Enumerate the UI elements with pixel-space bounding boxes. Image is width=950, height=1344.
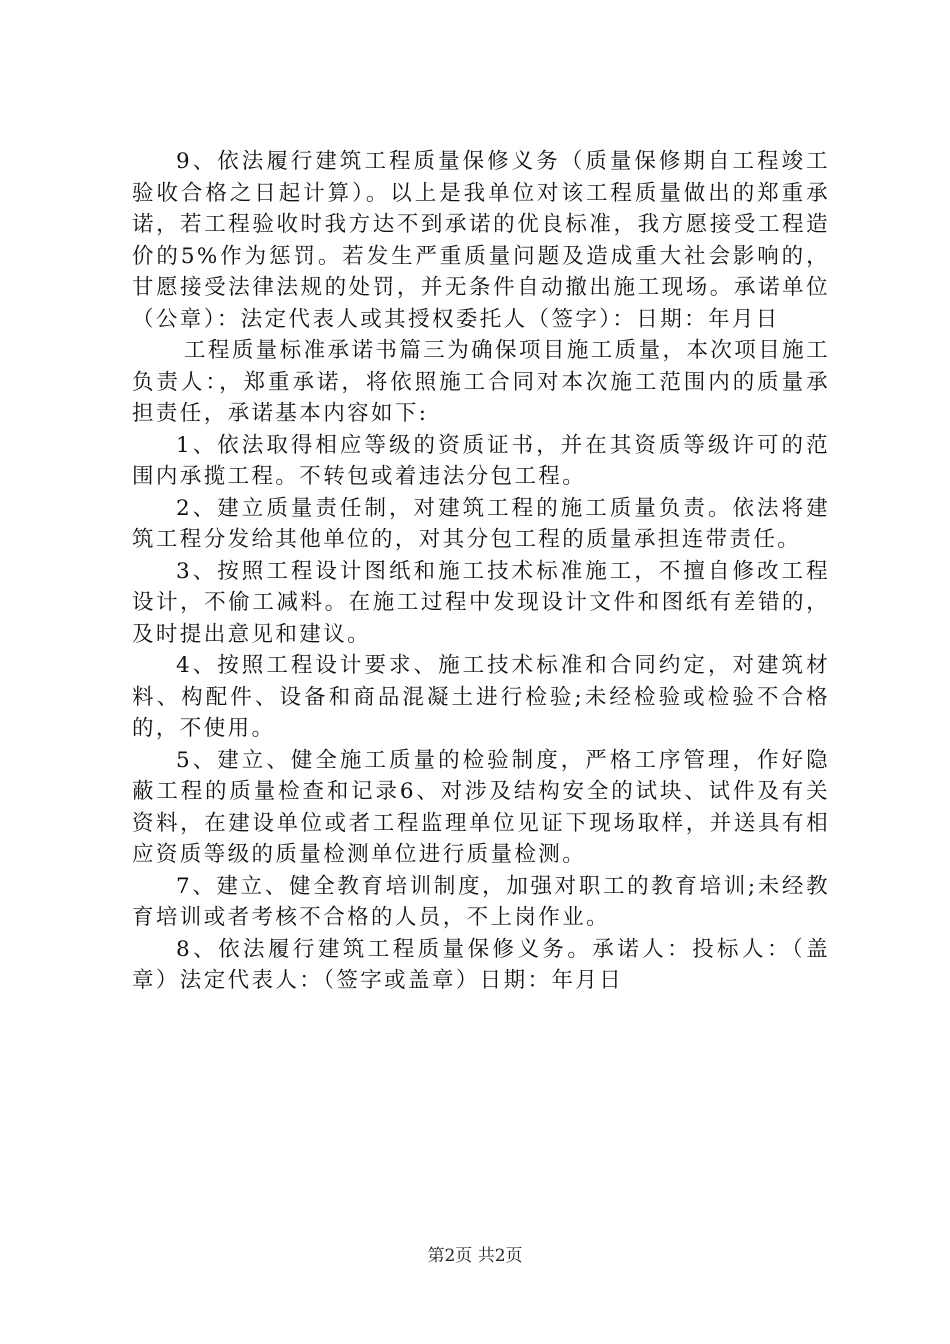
- paragraph-9-warranty: 9、依法履行建筑工程质量保修义务（质量保修期自工程竣工验收合格之日起计算）。以上是我单位对该工程质量做出的郑重承诺，若工程验收时我方达不到承诺的优良标准，我方愿接受工程造价的5%作为惩罚。若发生严重质量问题及造成重大社会影响的，甘愿接受法律法规的处罚，并无条件自动撤出施工现场。承诺单位（公章）：法定代表人或其授权委托人（签字）：日期：年月日: [132, 149, 830, 332]
- document-body: [132, 146, 830, 997]
- paragraph-item-7: 7、建立、健全教育培训制度，加强对职工的教育培训;未经教育培训或者考核不合格的人员，不上岗作业。: [132, 873, 830, 930]
- paragraph-item-4: 4、按照工程设计要求、施工技术标准和合同约定，对建筑材料、构配件、设备和商品混凝土进行检验;未经检验或检验不合格的，不使用。: [132, 653, 830, 741]
- paragraph-commitment-intro: 工程质量标准承诺书篇三为确保项目施工质量，本次项目施工负责人：，郑重承诺，将依照施工合同对本次施工范围内的质量承担责任，承诺基本内容如下:: [132, 338, 830, 426]
- paragraph-item-1: 1、依法取得相应等级的资质证书，并在其资质等级许可的范围内承揽工程。不转包或着违法分包工程。: [132, 432, 830, 489]
- paragraph-item-5-6: 5、建立、健全施工质量的检验制度，严格工序管理，作好隐蔽工程的质量检查和记录6、对涉及结构安全的试块、试件及有关资料，在建设单位或者工程监理单位见证下现场取样，并送具有相应资质等级的质量检测单位进行质量检测。: [132, 747, 830, 867]
- page-footer: [0, 1245, 950, 1267]
- paragraph-item-2: 2、建立质量责任制，对建筑工程的施工质量负责。依法将建筑工程分发给其他单位的，对其分包工程的质量承担连带责任。: [132, 495, 830, 552]
- page-number-label: 第2页 共2页: [427, 1246, 523, 1266]
- paragraph-item-8-signature: 8、依法履行建筑工程质量保修义务。承诺人：投标人：（盖章）法定代表人：（签字或盖章）日期：年月日: [132, 936, 830, 993]
- paragraph-item-3: 3、按照工程设计图纸和施工技术标准施工，不擅自修改工程设计，不偷工减料。在施工过程中发现设计文件和图纸有差错的，及时提出意见和建议。: [132, 558, 830, 647]
